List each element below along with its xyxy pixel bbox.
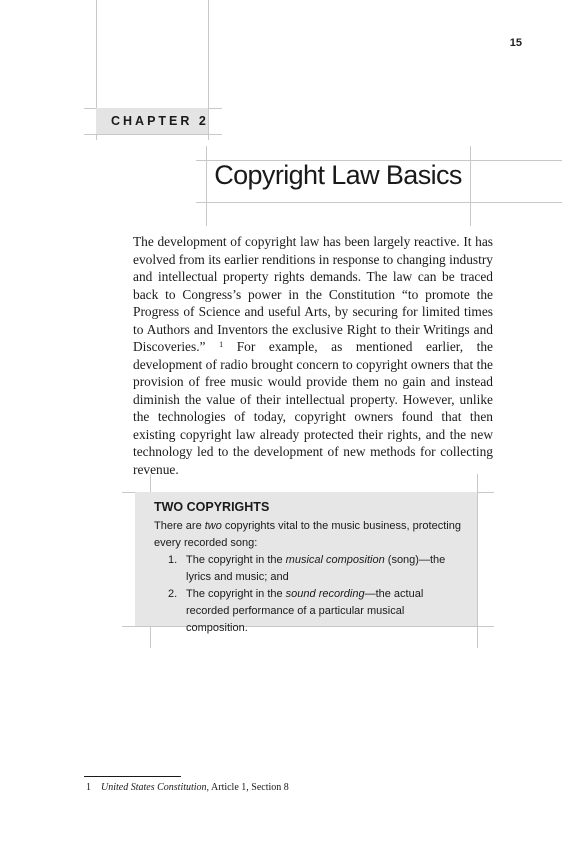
footnote-divider bbox=[84, 776, 181, 777]
guide-line bbox=[84, 134, 222, 135]
list-item-emphasis: musical composition bbox=[285, 554, 385, 566]
sidebar-intro-part: copyrights vital to the music business, protecting every recorded song: bbox=[154, 520, 461, 549]
body-paragraph bbox=[133, 233, 493, 478]
guide-line bbox=[477, 474, 478, 648]
guide-line bbox=[470, 146, 471, 226]
list-item-number: 2. bbox=[168, 588, 178, 600]
list-item-text: The copyright in the bbox=[186, 554, 286, 566]
chapter-title: Copyright Law Basics bbox=[214, 160, 462, 190]
footnote-marker[interactable]: 1 bbox=[219, 340, 224, 349]
list-item-text: The copyright in the bbox=[186, 588, 286, 600]
body-text-part: The development of copyright law has been largely reactive. It has evolved from its earlier renditions in response to changing industry and intellectual property rights demands. The law can be traced back to Congress’s power in the Constitution “to promote the Progress of Science and useful Arts, by securing for limited times to Authors and Inventors the exclusive Right to their Writings and Discoveries.” bbox=[133, 234, 493, 354]
footnote-number: 1 bbox=[86, 782, 91, 793]
list-item-number: 1. bbox=[168, 554, 178, 566]
chapter-label: CHAPTER 2 bbox=[111, 114, 209, 128]
sidebar-intro bbox=[154, 518, 464, 552]
list-item-text: (song)—the lyrics and music; and bbox=[186, 554, 446, 583]
footnote bbox=[86, 782, 289, 793]
list-item-text: —the actual recorded performance of a particular musical composition. bbox=[186, 588, 424, 634]
footnote-source-detail: Article 1, Section 8 bbox=[209, 782, 289, 793]
footnote-source-title: United States Constitution, bbox=[101, 782, 210, 793]
list-item bbox=[168, 552, 464, 586]
sidebar-list bbox=[168, 552, 464, 637]
sidebar-heading: TWO COPYRIGHTS bbox=[154, 500, 270, 514]
body-text-part: For example, as mentioned earlier, the development of radio brought concern to copyright owners that the provision of free music would provide them no gain and instead diminish the value of their intellectual property. However, unlike the technologies of today, copyright owners found that then existing copyright law already protected their rights, and the new technology led to the development of new methods for collecting revenue. bbox=[133, 339, 493, 477]
sidebar-intro-part: There are bbox=[154, 520, 205, 532]
sidebar-intro-emphasis: two bbox=[204, 520, 222, 532]
guide-line bbox=[196, 202, 562, 203]
page-number: 15 bbox=[509, 37, 522, 49]
list-item bbox=[168, 586, 464, 637]
list-item-emphasis: sound recording bbox=[285, 588, 365, 600]
